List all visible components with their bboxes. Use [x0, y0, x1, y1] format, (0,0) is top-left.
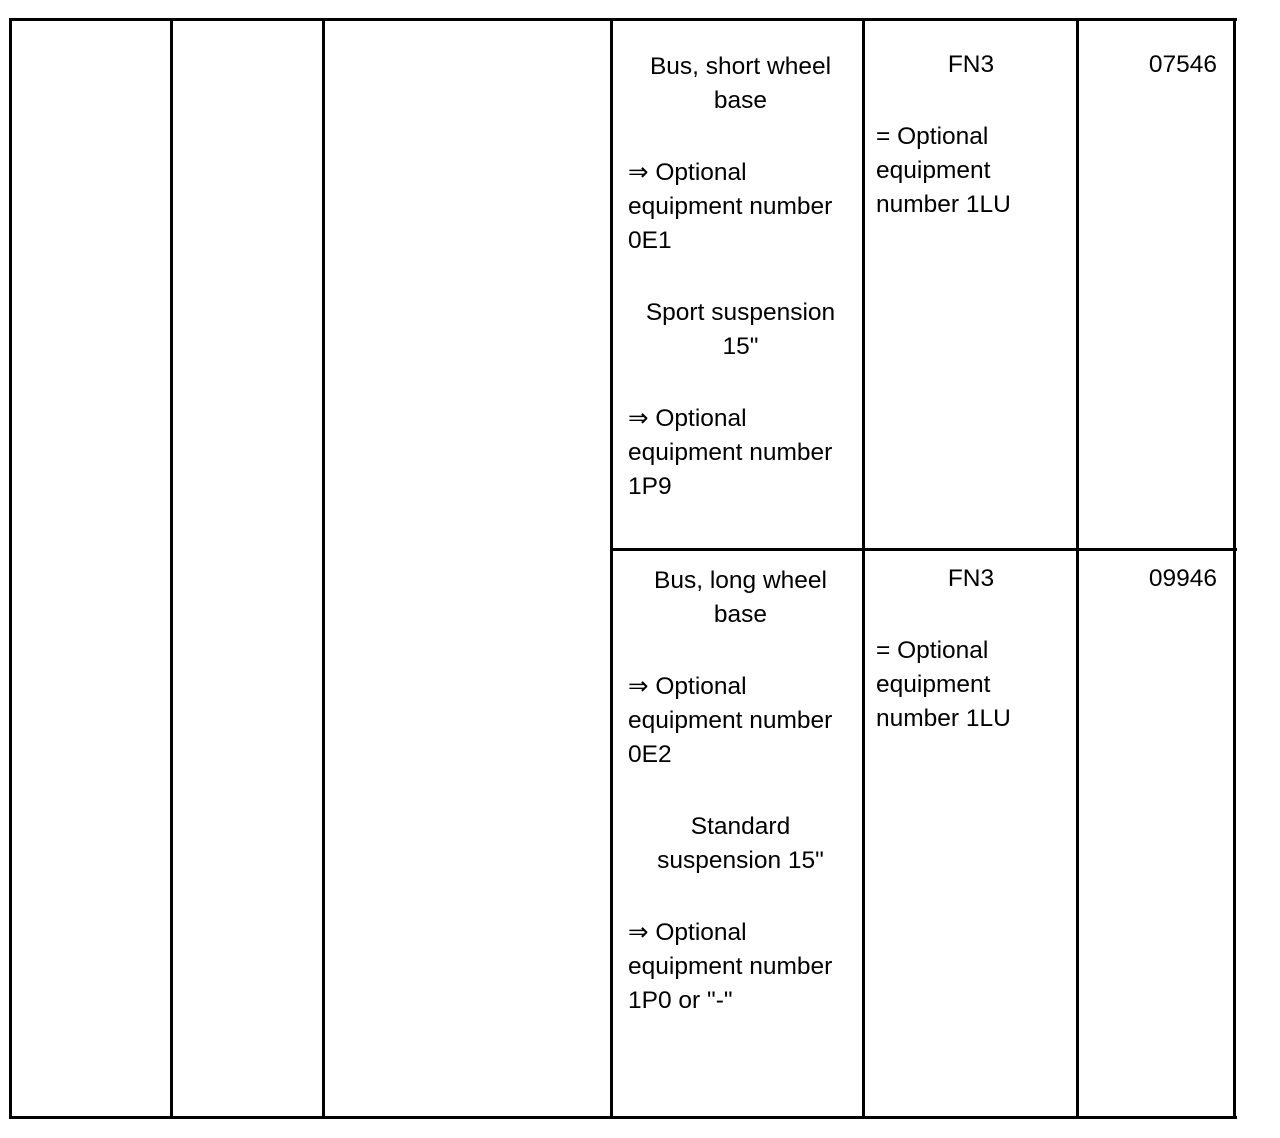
row-divider	[610, 548, 1237, 551]
part-number: 09946	[1148, 565, 1217, 592]
table-cell-code	[876, 562, 1066, 736]
suspension-option: ⇒ Optional equipment number 1P9	[628, 405, 833, 500]
table-cell-code	[876, 48, 1066, 222]
column-divider-5	[1076, 18, 1079, 1119]
column-divider-1	[170, 18, 173, 1119]
suspension-option: ⇒ Optional equipment number 1P0 or "-"	[628, 919, 833, 1014]
table-cell-part-number	[1090, 562, 1217, 596]
vehicle-type: Bus, short wheel base	[649, 53, 832, 114]
column-divider-3	[610, 18, 613, 1119]
column-divider-2	[322, 18, 325, 1119]
vehicle-option: ⇒ Optional equipment number 0E1	[628, 159, 833, 254]
table-border-bottom	[9, 1116, 1237, 1119]
vehicle-option: ⇒ Optional equipment number 0E2	[628, 673, 833, 768]
suspension-type: Sport suspension 15"	[645, 299, 836, 360]
code-option: = Optional equipment number 1LU	[876, 123, 1011, 218]
suspension-type: Standard suspension 15"	[657, 813, 824, 874]
code-option: = Optional equipment number 1LU	[876, 637, 1011, 732]
code-value: FN3	[947, 51, 995, 78]
column-divider-4	[862, 18, 865, 1119]
part-number: 07546	[1148, 51, 1217, 78]
table-cell-vehicle	[628, 564, 853, 1018]
table-border-top	[9, 18, 1237, 21]
vehicle-type: Bus, long wheel base	[654, 567, 827, 628]
table-cell-part-number	[1090, 48, 1217, 82]
table-border-right	[1233, 18, 1236, 1119]
table-border-left	[9, 18, 12, 1119]
code-value: FN3	[947, 565, 995, 592]
table-cell-vehicle	[628, 50, 853, 504]
